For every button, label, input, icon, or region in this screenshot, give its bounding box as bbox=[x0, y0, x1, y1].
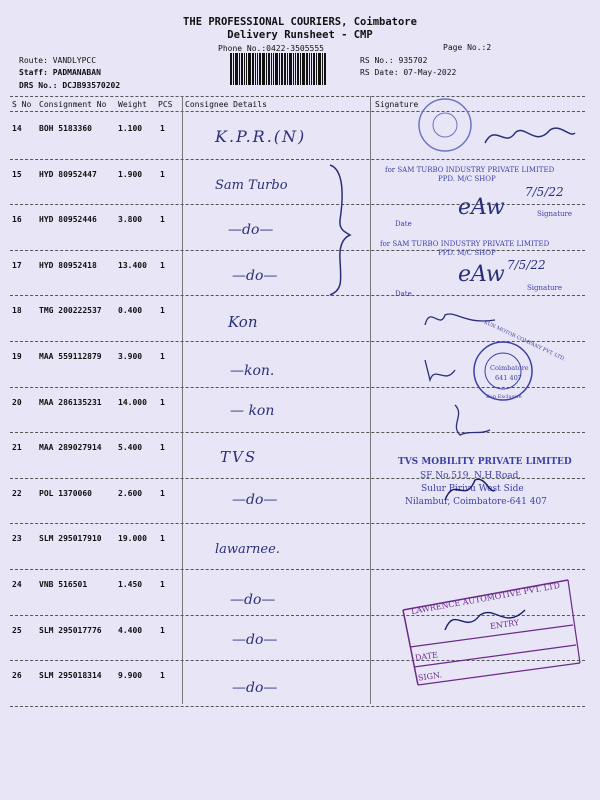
cell-sno: 22 bbox=[12, 488, 22, 498]
cell-weight: 0.400 bbox=[118, 306, 143, 316]
cell-sno: 15 bbox=[12, 169, 22, 179]
handwritten-consignee: —do— bbox=[232, 492, 278, 508]
barcode-bar bbox=[322, 53, 323, 85]
cell-sno: 20 bbox=[12, 397, 22, 407]
cell-consignment: TMG 200222537 bbox=[39, 306, 102, 316]
cell-sno: 16 bbox=[12, 215, 22, 225]
cell-sno: 26 bbox=[12, 671, 22, 681]
tvs-stamp: Nilambur, Coimbatore-641 407 bbox=[405, 497, 547, 507]
handwritten-consignee: Kon bbox=[228, 313, 258, 331]
cell-pcs: 1 bbox=[160, 488, 165, 498]
cell-consignment: MAA 559112879 bbox=[39, 352, 102, 361]
cell-pcs: 1 bbox=[160, 397, 165, 407]
lawrence-stamp-text: DATE bbox=[414, 650, 439, 663]
page-title: THE PROFESSIONAL COURIERS, Coimbatore bbox=[183, 16, 417, 28]
cell-weight: 4.400 bbox=[118, 625, 143, 635]
row-divider bbox=[10, 706, 585, 707]
cell-sno: 21 bbox=[12, 443, 22, 453]
handwritten-consignee: K.P.R.(N) bbox=[215, 127, 307, 146]
divider bbox=[10, 111, 585, 112]
kun-stamp-text: 641 407 bbox=[495, 374, 522, 382]
cell-consignment: VNB 516501 bbox=[39, 580, 88, 589]
staff: Staff: PADMANABAN bbox=[19, 68, 101, 77]
divider bbox=[10, 96, 585, 97]
barcode-bar bbox=[289, 53, 292, 85]
barcode-bar bbox=[241, 53, 243, 85]
signature-scribble bbox=[440, 600, 530, 640]
samturbo-stamp: PPD. M/C SHOP bbox=[438, 175, 496, 183]
cell-pcs: 1 bbox=[160, 169, 165, 179]
cell-pcs: 1 bbox=[160, 352, 165, 361]
barcode-bar bbox=[284, 53, 286, 85]
barcode-bar bbox=[324, 53, 326, 85]
handwritten-date: 7/5/22 bbox=[507, 258, 546, 272]
cell-weight: 1.450 bbox=[118, 580, 143, 589]
date-label: Date bbox=[395, 290, 412, 298]
cell-pcs: 1 bbox=[160, 260, 165, 270]
barcode-bar bbox=[313, 53, 315, 85]
drs-number: DRS No.: DCJB93570202 bbox=[19, 81, 121, 90]
cell-pcs: 1 bbox=[160, 534, 165, 544]
barcode-bar bbox=[230, 53, 232, 85]
signature-scribble: eAw bbox=[458, 262, 505, 287]
barcode-bar bbox=[306, 53, 308, 85]
column-rule bbox=[370, 96, 371, 704]
cell-sno: 17 bbox=[12, 260, 22, 270]
cell-consignment: MAA 286135231 bbox=[39, 397, 102, 407]
cell-pcs: 1 bbox=[160, 580, 165, 589]
signature-scribble: eAw bbox=[458, 195, 505, 220]
brace-mark bbox=[325, 160, 355, 300]
cell-weight: 9.900 bbox=[118, 671, 143, 681]
cell-sno: 14 bbox=[12, 124, 22, 133]
cell-pcs: 1 bbox=[160, 124, 165, 133]
row-divider bbox=[10, 432, 585, 433]
barcode-bar bbox=[275, 53, 278, 85]
barcode-bar bbox=[311, 53, 312, 85]
cell-sno: 24 bbox=[12, 580, 22, 589]
handwritten-consignee: —do— bbox=[232, 680, 278, 696]
samturbo-stamp: for SAM TURBO INDUSTRY PRIVATE LIMITED bbox=[385, 166, 555, 174]
barcode-bar bbox=[279, 53, 280, 85]
rs-date: RS Date: 07-May-2022 bbox=[360, 68, 457, 77]
barcode-bar bbox=[248, 53, 251, 85]
barcode-bar bbox=[259, 53, 261, 85]
signature-label: Signature bbox=[527, 284, 563, 292]
col-signature: Signature bbox=[375, 100, 419, 109]
lawrence-stamp-text: LAWRENCE AUTOMOTIVE PVT. LTD bbox=[410, 580, 561, 617]
lawrence-stamp-text: SIGN. bbox=[417, 670, 443, 683]
handwritten-consignee: Sam Turbo bbox=[215, 178, 288, 193]
barcode-bar bbox=[246, 53, 247, 85]
cell-sno: 25 bbox=[12, 625, 22, 635]
page-subtitle: Delivery Runsheet - CMP bbox=[227, 29, 373, 41]
kpr-stamp bbox=[415, 95, 475, 155]
tvs-stamp: Sulur Pirivu West Side bbox=[421, 484, 524, 494]
barcode-bar bbox=[273, 53, 274, 85]
handwritten-consignee: —do— bbox=[232, 632, 278, 648]
row-divider bbox=[10, 250, 585, 251]
row-divider bbox=[10, 159, 585, 160]
handwritten-consignee: —do— bbox=[232, 268, 278, 284]
barcode-bar bbox=[252, 53, 254, 85]
cell-consignment: HYD 80952446 bbox=[39, 215, 97, 225]
handwritten-consignee: lawarnee. bbox=[215, 542, 280, 557]
cell-sno: 23 bbox=[12, 534, 22, 544]
handwritten-date: 7/5/22 bbox=[525, 185, 564, 199]
kun-stamp-text: Kun Exclusive bbox=[486, 394, 522, 400]
barcode-bar bbox=[239, 53, 240, 85]
cell-weight: 1.900 bbox=[118, 169, 143, 179]
barcode-bar bbox=[266, 53, 267, 85]
cell-pcs: 1 bbox=[160, 671, 165, 681]
cell-consignment: MAA 289027914 bbox=[39, 443, 102, 453]
cell-weight: 3.900 bbox=[118, 352, 143, 361]
cell-sno: 19 bbox=[12, 352, 22, 361]
row-divider bbox=[10, 523, 585, 524]
barcode-bar bbox=[316, 53, 317, 85]
cell-weight: 1.100 bbox=[118, 124, 143, 133]
cell-pcs: 1 bbox=[160, 215, 165, 225]
samturbo-stamp: for SAM TURBO INDUSTRY PRIVATE LIMITED bbox=[380, 240, 550, 248]
barcode-bar bbox=[271, 53, 272, 85]
cell-sno: 18 bbox=[12, 306, 22, 316]
phone-number: Phone No.:0422-3505555 bbox=[218, 44, 324, 53]
cell-consignment: BOH 5183360 bbox=[39, 124, 92, 133]
col-weight: Weight bbox=[118, 100, 147, 109]
cell-consignment: SLM 295017910 bbox=[39, 534, 102, 544]
cell-consignment: HYD 80952418 bbox=[39, 260, 97, 270]
page-number: Page No.:2 bbox=[443, 43, 492, 52]
barcode-bar bbox=[233, 53, 234, 85]
signature-scribble bbox=[445, 400, 495, 440]
barcode-bar bbox=[244, 53, 245, 85]
cell-weight: 14.000 bbox=[118, 397, 147, 407]
cell-pcs: 1 bbox=[160, 625, 165, 635]
rs-number: RS No.: 935702 bbox=[360, 56, 428, 65]
cell-weight: 3.800 bbox=[118, 215, 143, 225]
signature-label: Signature bbox=[537, 210, 573, 218]
cell-consignment: HYD 80952447 bbox=[39, 169, 97, 179]
row-divider bbox=[10, 569, 585, 570]
samturbo-stamp: PPD. M/C SHOP bbox=[438, 249, 496, 257]
barcode-bar bbox=[302, 53, 305, 85]
cell-weight: 19.000 bbox=[118, 534, 147, 544]
column-rule bbox=[182, 96, 183, 704]
col-consignment: Consignment No bbox=[39, 100, 107, 109]
barcode-bar bbox=[309, 53, 310, 85]
barcode bbox=[230, 53, 348, 85]
signature-scribble bbox=[480, 118, 580, 158]
barcode-bar bbox=[293, 53, 294, 85]
handwritten-consignee: —do— bbox=[230, 592, 276, 608]
handwritten-consignee: — kon bbox=[230, 403, 275, 419]
kun-stamp-text: KUN MOTOR COMPANY PVT. LTD. bbox=[482, 319, 567, 363]
row-divider bbox=[10, 295, 585, 296]
cell-consignment: SLM 295018314 bbox=[39, 671, 102, 681]
cell-weight: 2.600 bbox=[118, 488, 143, 498]
barcode-bar bbox=[268, 53, 270, 85]
kun-stamp-text: Coimbatore bbox=[490, 364, 529, 372]
cell-consignment: POL 1370060 bbox=[39, 488, 92, 498]
tvs-stamp: SF No.519, N.H Road, bbox=[420, 471, 522, 481]
handwritten-consignee: —do— bbox=[228, 222, 274, 238]
barcode-bar bbox=[257, 53, 258, 85]
cell-consignment: SLM 295017776 bbox=[39, 625, 102, 635]
date-label: Date bbox=[395, 220, 412, 228]
col-consignee: Consignee Details bbox=[185, 100, 267, 109]
col-sno: S No bbox=[12, 100, 32, 109]
barcode-bar bbox=[262, 53, 265, 85]
barcode-bar bbox=[287, 53, 288, 85]
barcode-bar bbox=[318, 53, 321, 85]
route: Route: VANDLYPCC bbox=[19, 56, 97, 65]
cell-pcs: 1 bbox=[160, 443, 165, 453]
handwritten-consignee: —kon. bbox=[230, 363, 275, 379]
handwritten-consignee: TVS bbox=[220, 448, 258, 466]
barcode-bar bbox=[295, 53, 296, 85]
tvs-stamp: TVS MOBILITY PRIVATE LIMITED bbox=[398, 457, 572, 467]
signature-scribble bbox=[420, 355, 460, 385]
barcode-bar bbox=[300, 53, 301, 85]
cell-weight: 5.400 bbox=[118, 443, 143, 453]
barcode-bar bbox=[235, 53, 238, 85]
barcode-bar bbox=[297, 53, 299, 85]
barcode-bar bbox=[281, 53, 283, 85]
signature-scribble bbox=[440, 470, 500, 510]
barcode-bar bbox=[255, 53, 256, 85]
cell-pcs: 1 bbox=[160, 306, 165, 316]
lawrence-stamp-text: ENTRY bbox=[489, 618, 520, 631]
col-pcs: PCS bbox=[158, 100, 173, 109]
cell-weight: 13.400 bbox=[118, 260, 147, 270]
